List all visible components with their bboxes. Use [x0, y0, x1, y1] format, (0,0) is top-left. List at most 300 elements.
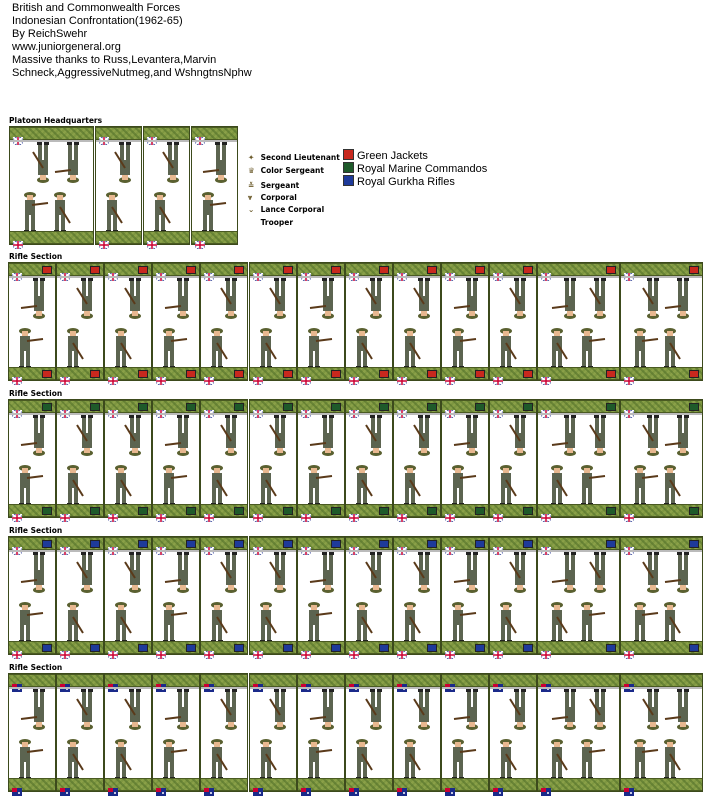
soldier-figure-icon [17, 462, 47, 506]
rifle-figure-card[interactable] [441, 673, 489, 792]
unit-insignia-icon [523, 370, 533, 378]
sheet-header [12, 2, 252, 80]
soldier-figure-icon [402, 462, 432, 506]
header-line: By ReichSwehr [12, 28, 88, 40]
camo-base-strip [442, 400, 488, 413]
soldier-figure-icon [52, 142, 82, 186]
rifle-figure-card[interactable] [56, 262, 104, 381]
camo-base-strip [250, 537, 296, 550]
figure-front [153, 460, 199, 506]
figure-front [201, 734, 247, 780]
camo-base-strip [298, 778, 344, 791]
union-jack-icon [541, 651, 551, 659]
camo-base-strip [10, 231, 93, 244]
union-jack-icon [108, 514, 118, 522]
soldier-figure-icon [498, 736, 528, 780]
unit-insignia-icon [138, 540, 148, 548]
soldier-figure-icon [113, 599, 143, 643]
figure-front [144, 187, 189, 233]
soldier-figure-icon [632, 599, 662, 643]
figure-front [9, 734, 55, 780]
unit-insignia-icon [42, 403, 52, 411]
camo-base-strip [442, 778, 488, 791]
australian-flag-icon [12, 788, 22, 796]
camo-base-strip [298, 367, 344, 380]
rifle-figure-card[interactable] [152, 399, 200, 518]
soldier-figure-icon [17, 325, 47, 369]
soldier-figure-icon [579, 462, 609, 506]
figure-front [57, 460, 103, 506]
figure-front [442, 460, 488, 506]
rifle-figure-card[interactable] [297, 673, 345, 792]
mg-team-card[interactable] [537, 673, 620, 792]
unit-insignia-icon [475, 540, 485, 548]
rifle-figure-card[interactable] [152, 673, 200, 792]
soldier-figure-icon [402, 599, 432, 643]
unit-legend-item [343, 175, 455, 188]
figure-back [192, 140, 237, 188]
soldier-figure-icon [632, 325, 662, 369]
rifle-figure-card[interactable] [8, 262, 56, 381]
figure-front [298, 734, 344, 780]
camo-base-strip [442, 537, 488, 550]
rifle-figure-card[interactable] [200, 262, 248, 381]
soldier-figure-icon [258, 689, 288, 733]
union-jack-icon [397, 514, 407, 522]
hq-figure-card[interactable] [143, 126, 190, 245]
soldier-figure-icon [450, 278, 480, 322]
figure-back [298, 687, 344, 735]
rifle-figure-card[interactable] [345, 262, 393, 381]
camo-base-strip [298, 674, 344, 687]
soldier-figure-icon [402, 415, 432, 459]
hq-figure-card[interactable] [9, 126, 94, 245]
rifle-figure-card[interactable] [56, 673, 104, 792]
unit-label: Royal Marine Commandos [357, 163, 488, 175]
figure-back [57, 413, 103, 461]
soldier-figure-icon [161, 415, 191, 459]
soldier-figure-icon [354, 278, 384, 322]
unit-insignia-icon [186, 540, 196, 548]
soldier-figure-icon [549, 415, 579, 459]
unit-insignia-icon [90, 507, 100, 515]
soldier-figure-icon [498, 278, 528, 322]
figure-back [621, 550, 702, 598]
rifle-figure-card[interactable] [441, 399, 489, 518]
rifle-figure-card[interactable] [249, 673, 297, 792]
figure-back [442, 413, 488, 461]
rifle-figure-card[interactable] [489, 536, 537, 655]
soldier-figure-icon [104, 142, 134, 186]
soldier-figure-icon [258, 325, 288, 369]
rifle-figure-card[interactable] [249, 399, 297, 518]
camo-base-strip [538, 641, 619, 654]
soldier-figure-icon [65, 278, 95, 322]
unit-insignia-icon [689, 403, 699, 411]
mg-team-card[interactable] [537, 399, 620, 518]
camo-base-strip [9, 367, 55, 380]
soldier-figure-icon [258, 736, 288, 780]
figure-front [394, 597, 440, 643]
camo-base-strip [538, 367, 619, 380]
camo-base-strip [442, 263, 488, 276]
unit-insignia-icon [42, 266, 52, 274]
camo-base-strip [201, 537, 247, 550]
unit-insignia-icon [90, 266, 100, 274]
union-jack-icon [445, 377, 455, 385]
figure-back [538, 687, 619, 735]
mg-team-card[interactable] [620, 673, 703, 792]
camo-base-strip [621, 674, 702, 687]
figure-front [490, 460, 536, 506]
unit-insignia-icon [42, 540, 52, 548]
soldier-figure-icon [161, 278, 191, 322]
unit-insignia-icon [90, 540, 100, 548]
rifle-figure-card[interactable] [297, 262, 345, 381]
australian-flag-icon [397, 788, 407, 796]
figure-back [621, 276, 702, 324]
soldier-figure-icon [17, 278, 47, 322]
rifle-figure-card[interactable] [393, 673, 441, 792]
figure-front [538, 460, 619, 506]
soldier-figure-icon [258, 278, 288, 322]
rifle-figure-card[interactable] [56, 399, 104, 518]
soldier-figure-icon [113, 552, 143, 596]
unit-insignia-icon [283, 644, 293, 652]
rifle-figure-card[interactable] [200, 536, 248, 655]
soldier-figure-icon [161, 599, 191, 643]
unit-insignia-icon [186, 403, 196, 411]
unit-insignia-icon [234, 644, 244, 652]
unit-insignia-icon [427, 507, 437, 515]
camo-base-strip [250, 674, 296, 687]
rifle-figure-card[interactable] [104, 262, 152, 381]
mg-team-card[interactable] [620, 399, 703, 518]
figure-back [153, 276, 199, 324]
camo-base-strip [9, 263, 55, 276]
camo-base-strip [621, 537, 702, 550]
rifle-figure-card[interactable] [345, 536, 393, 655]
soldier-figure-icon [402, 736, 432, 780]
unit-insignia-icon [379, 370, 389, 378]
camo-base-strip [105, 778, 151, 791]
soldier-figure-icon [258, 599, 288, 643]
figure-front [298, 460, 344, 506]
camo-base-strip [298, 641, 344, 654]
figure-front [153, 734, 199, 780]
union-jack-icon [397, 377, 407, 385]
unit-insignia-icon [90, 644, 100, 652]
figure-back [153, 413, 199, 461]
soldier-figure-icon [450, 462, 480, 506]
union-jack-icon [349, 651, 359, 659]
rifle-figure-card[interactable] [249, 262, 297, 381]
figure-back [105, 550, 151, 598]
soldier-figure-icon [161, 462, 191, 506]
figure-front [201, 323, 247, 369]
soldier-figure-icon [450, 325, 480, 369]
figure-front [10, 187, 93, 233]
unit-legend-item [343, 149, 428, 162]
australian-flag-icon [349, 788, 359, 796]
rifle-figure-card[interactable] [489, 399, 537, 518]
rifle-figure-card[interactable] [297, 536, 345, 655]
rifle-figure-card[interactable] [393, 536, 441, 655]
camo-base-strip [346, 778, 392, 791]
rifle-figure-card[interactable] [393, 262, 441, 381]
soldier-figure-icon [65, 415, 95, 459]
camo-base-strip [298, 537, 344, 550]
figure-back [153, 687, 199, 735]
figure-front [298, 323, 344, 369]
union-jack-icon [108, 377, 118, 385]
figure-front [250, 734, 296, 780]
union-jack-icon [397, 651, 407, 659]
soldier-figure-icon [632, 552, 662, 596]
soldier-figure-icon [152, 142, 182, 186]
rifle-figure-card[interactable] [200, 399, 248, 518]
soldier-figure-icon [306, 415, 336, 459]
union-jack-icon [349, 514, 359, 522]
unit-insignia-icon [283, 540, 293, 548]
rifle-figure-card[interactable] [200, 673, 248, 792]
union-jack-icon [12, 377, 22, 385]
unit-insignia-icon [689, 644, 699, 652]
figure-front [298, 597, 344, 643]
camo-base-strip [490, 641, 536, 654]
three-chevron-icon: ≚ [248, 181, 255, 190]
camo-base-strip [144, 127, 189, 140]
camo-base-strip [442, 674, 488, 687]
camo-base-strip [394, 504, 440, 517]
rifle-figure-card[interactable] [249, 536, 297, 655]
rifle-figure-card[interactable] [345, 399, 393, 518]
soldier-figure-icon [662, 689, 692, 733]
soldier-figure-icon [579, 689, 609, 733]
camo-base-strip [346, 641, 392, 654]
mg-team-card[interactable] [620, 262, 703, 381]
soldier-figure-icon [662, 552, 692, 596]
figure-back [201, 687, 247, 735]
unit-insignia-icon [606, 540, 616, 548]
camo-base-strip [298, 504, 344, 517]
union-jack-icon [12, 514, 22, 522]
rifle-figure-card[interactable] [345, 673, 393, 792]
camo-base-strip [153, 504, 199, 517]
soldier-figure-icon [209, 689, 239, 733]
figure-back [250, 413, 296, 461]
union-jack-icon [493, 651, 503, 659]
rifle-figure-card[interactable] [152, 536, 200, 655]
hq-figure-card[interactable] [95, 126, 142, 245]
camo-base-strip [442, 641, 488, 654]
unit-insignia-icon [606, 644, 616, 652]
soldier-figure-icon [65, 462, 95, 506]
soldier-figure-icon [306, 462, 336, 506]
rank-legend-item [248, 218, 293, 227]
australian-flag-icon [301, 788, 311, 796]
soldier-figure-icon [200, 189, 230, 233]
camo-base-strip [201, 400, 247, 413]
camo-base-strip [144, 231, 189, 244]
camo-base-strip [57, 641, 103, 654]
camo-base-strip [346, 674, 392, 687]
soldier-figure-icon [113, 736, 143, 780]
figure-back [442, 687, 488, 735]
rifle-figure-card[interactable] [441, 262, 489, 381]
header-line: Indonesian Confrontation(1962-65) [12, 15, 183, 27]
unit-insignia-icon [523, 403, 533, 411]
unit-insignia-icon [90, 403, 100, 411]
mg-team-card[interactable] [537, 536, 620, 655]
figure-back [442, 550, 488, 598]
australian-flag-icon [108, 788, 118, 796]
union-jack-icon [624, 651, 634, 659]
figure-front [96, 187, 141, 233]
australian-flag-icon [253, 788, 263, 796]
camo-base-strip [10, 127, 93, 140]
soldier-figure-icon [104, 189, 134, 233]
figure-front [538, 597, 619, 643]
unit-insignia-icon [475, 266, 485, 274]
figure-back [201, 413, 247, 461]
unit-insignia-icon [606, 507, 616, 515]
rifle-section-label: Rifle Section [9, 252, 63, 261]
unit-insignia-icon [331, 403, 341, 411]
figure-front [153, 323, 199, 369]
figure-front [621, 323, 702, 369]
rifle-section-label: Rifle Section [9, 389, 63, 398]
rifle-figure-card[interactable] [104, 673, 152, 792]
union-jack-icon [204, 651, 214, 659]
soldier-figure-icon [549, 278, 579, 322]
soldier-figure-icon [549, 736, 579, 780]
figure-front [442, 597, 488, 643]
unit-insignia-icon [42, 507, 52, 515]
unit-insignia-icon [283, 403, 293, 411]
unit-insignia-icon [331, 266, 341, 274]
unit-insignia-icon [138, 266, 148, 274]
camo-base-strip [105, 641, 151, 654]
rifle-figure-card[interactable] [8, 399, 56, 518]
soldier-figure-icon [354, 415, 384, 459]
unit-insignia-icon [379, 540, 389, 548]
figure-front [250, 460, 296, 506]
rifle-figure-card[interactable] [104, 536, 152, 655]
rifle-figure-card[interactable] [441, 536, 489, 655]
figure-back [10, 140, 93, 188]
rifle-figure-card[interactable] [104, 399, 152, 518]
union-jack-icon [445, 514, 455, 522]
rifle-figure-card[interactable] [489, 673, 537, 792]
camo-base-strip [201, 263, 247, 276]
union-jack-icon [253, 514, 263, 522]
unit-insignia-icon [523, 507, 533, 515]
soldier-figure-icon [52, 189, 82, 233]
union-jack-icon [301, 514, 311, 522]
soldier-figure-icon [306, 599, 336, 643]
figure-front [250, 323, 296, 369]
union-jack-icon [60, 377, 70, 385]
unit-insignia-icon [475, 370, 485, 378]
mg-team-card[interactable] [620, 536, 703, 655]
union-jack-icon [445, 651, 455, 659]
unit-insignia-icon [186, 370, 196, 378]
unit-insignia-icon [689, 540, 699, 548]
soldier-figure-icon [17, 736, 47, 780]
soldier-figure-icon [65, 552, 95, 596]
soldier-figure-icon [662, 462, 692, 506]
rifle-figure-card[interactable] [8, 536, 56, 655]
camo-base-strip [346, 367, 392, 380]
rifle-figure-card[interactable] [56, 536, 104, 655]
hq-figure-card[interactable] [191, 126, 238, 245]
camo-base-strip [192, 127, 237, 140]
soldier-figure-icon [450, 689, 480, 733]
unit-insignia-icon [523, 644, 533, 652]
unit-insignia-icon [343, 162, 354, 173]
soldier-figure-icon [549, 552, 579, 596]
union-jack-icon [624, 514, 634, 522]
rifle-figure-card[interactable] [152, 262, 200, 381]
figure-front [621, 734, 702, 780]
camo-base-strip [153, 367, 199, 380]
soldier-figure-icon [258, 415, 288, 459]
camo-base-strip [538, 400, 619, 413]
camo-base-strip [9, 641, 55, 654]
unit-insignia-icon [234, 370, 244, 378]
soldier-figure-icon [354, 325, 384, 369]
camo-base-strip [538, 674, 619, 687]
camo-base-strip [490, 400, 536, 413]
rifle-figure-card[interactable] [297, 399, 345, 518]
australian-flag-icon [60, 788, 70, 796]
camo-base-strip [490, 778, 536, 791]
rank-label: Corporal [260, 193, 297, 202]
camo-base-strip [57, 674, 103, 687]
union-jack-icon [12, 651, 22, 659]
figure-front [538, 734, 619, 780]
camo-base-strip [250, 504, 296, 517]
rifle-figure-card[interactable] [489, 262, 537, 381]
mg-team-card[interactable] [537, 262, 620, 381]
figure-back [490, 687, 536, 735]
camo-base-strip [346, 400, 392, 413]
union-jack-icon [253, 651, 263, 659]
camo-base-strip [250, 778, 296, 791]
unit-insignia-icon [283, 507, 293, 515]
unit-insignia-icon [138, 403, 148, 411]
unit-insignia-icon [379, 644, 389, 652]
camo-base-strip [621, 400, 702, 413]
camo-base-strip [490, 367, 536, 380]
soldier-figure-icon [662, 736, 692, 780]
unit-insignia-icon [606, 403, 616, 411]
rifle-figure-card[interactable] [8, 673, 56, 792]
unit-insignia-icon [427, 540, 437, 548]
rifle-figure-card[interactable] [393, 399, 441, 518]
camo-base-strip [442, 367, 488, 380]
soldier-figure-icon [354, 462, 384, 506]
figure-back [298, 413, 344, 461]
union-jack-icon [147, 241, 157, 249]
soldier-figure-icon [161, 552, 191, 596]
figure-back [105, 687, 151, 735]
color-sergeant-icon: ♛ [248, 166, 255, 175]
camo-base-strip [105, 263, 151, 276]
camo-base-strip [105, 367, 151, 380]
soldier-figure-icon [209, 599, 239, 643]
